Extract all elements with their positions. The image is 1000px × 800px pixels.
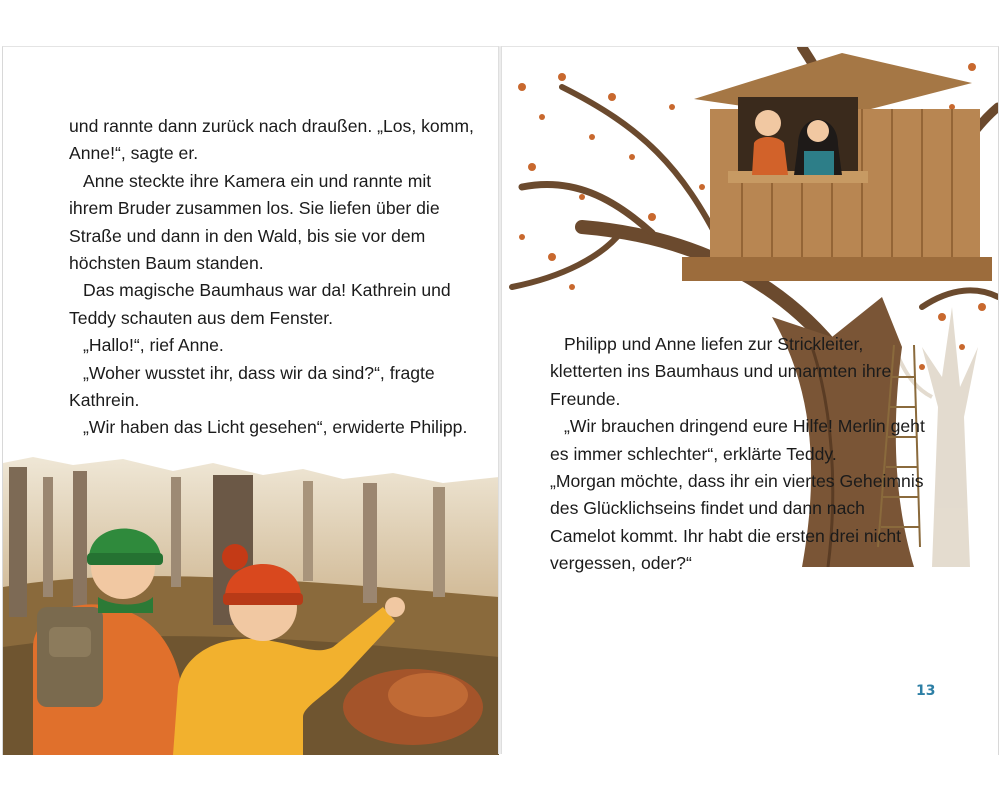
paragraph: Das magische Baumhaus war da! Kathrein und Teddy schauten aus dem Fenster.	[69, 280, 451, 328]
left-page-text	[69, 113, 479, 442]
paragraph: „Wir brauchen dringend eure Hilfe! Merlin geht es immer schlechter“, erklärte Teddy.	[550, 416, 925, 464]
right-page	[502, 46, 999, 755]
page-number: 13	[916, 683, 936, 699]
paragraph: „Hallo!“, rief Anne.	[83, 335, 224, 356]
treehouse	[682, 53, 992, 281]
paragraph: „Woher wusstet ihr, dass wir da sind?“, fragte Kathrein.	[69, 362, 435, 411]
paragraph: „Wir haben das Licht gesehen“, erwiderte Philipp.	[83, 417, 468, 438]
paragraph: Philipp und Anne liefen zur Strickleiter, kletterten ins Baumhaus und umarmten ihre Freunde.	[550, 334, 892, 409]
right-page-text	[550, 331, 930, 578]
teddy-figure	[755, 110, 781, 136]
paragraph: und rannte dann zurück nach draußen. „Los, komm, Anne!“, sagte er.	[69, 116, 474, 164]
paragraph: „Morgan möchte, dass ihr ein viertes Geheimnis des Glücklichseins findet und dann nach Camelot kommt. Ihr habt die ersten drei nicht vergessen, oder?“	[550, 471, 924, 574]
left-page	[2, 46, 499, 755]
paragraph: Anne steckte ihre Kamera ein und rannte mit ihrem Bruder zusammen los. Sie liefen über die Straße und dann in den Wald, bis sie vor dem höchsten Baum standen.	[69, 170, 440, 274]
book-spread	[0, 46, 1000, 754]
forest-illustration	[3, 457, 499, 755]
